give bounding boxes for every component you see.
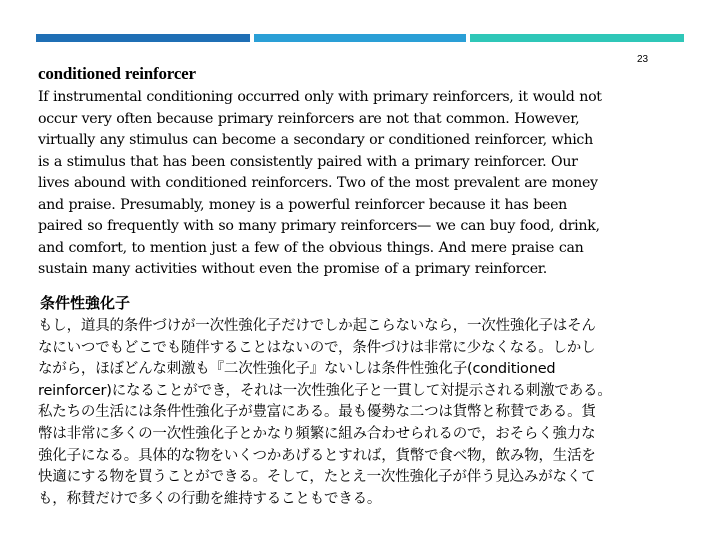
header-accent-bars — [36, 34, 684, 42]
japanese-paragraph — [38, 316, 683, 510]
japanese-line: もし，道具的条件づけが一次性強化子だけでしか起こらないなら，一次性強化子はそん — [38, 318, 596, 334]
english-line: lives abound with conditioned reinforcers. Two of the most prevalent are money — [38, 175, 598, 191]
english-line: If instrumental conditioning occurred only with primary reinforcers, it would not — [38, 89, 602, 105]
japanese-line: reinforcer)になることができ，それは一次性強化子と一貫して対提示される刺激である。 — [38, 382, 612, 399]
accent-bar-teal — [470, 34, 684, 42]
accent-bar-light-blue — [254, 34, 466, 42]
japanese-line: ながら，ほぼどんな刺激も『二次性強化子』ないしは条件性強化子(conditioned — [38, 361, 556, 378]
japanese-line: 快適にする物を買うことができる。そして，たとえ一次性強化子が伴う見込みがなくて — [38, 469, 596, 486]
english-line: sustain many activities without even the promise of a primary reinforcer. — [38, 261, 547, 277]
english-line: is a stimulus that has been consistently paired with a primary reinforcer. Our — [38, 153, 578, 170]
english-line: virtually any stimulus can become a secondary or conditioned reinforcer, which — [38, 132, 593, 148]
english-line: and praise. Presumably, money is a powerful reinforcer because it has been — [38, 196, 568, 213]
japanese-line: も，称賛だけで多くの行動を維持することもできる。 — [38, 490, 382, 507]
japanese-line: 私たちの生活には条件性強化子が豊富にある。最も優勢な二つは貨幣と称賛である。貨 — [38, 404, 596, 421]
page-number: 23 — [637, 54, 649, 65]
english-heading: conditioned reinforcer — [38, 64, 196, 83]
english-paragraph — [38, 87, 688, 281]
japanese-heading: 条件性強化子 — [40, 294, 131, 312]
japanese-line: 強化子になる。具体的な物をいくつかあげるとすれば，貨幣で食べ物，飲み物，生活を — [38, 447, 596, 464]
accent-bar-dark-blue — [36, 34, 250, 42]
english-line: paired so frequently with so many primary reinforcers— we can buy food, drink, — [38, 218, 600, 234]
english-line: and comfort, to mention just a few of the obvious things. And mere praise can — [38, 239, 584, 256]
japanese-line: なにいつでもどこでも随伴することはないので，条件づけは非常に少なくなる。しかし — [38, 339, 596, 356]
japanese-line: 幣は非常に多くの一次性強化子とかなり頻繁に組み合わせられるので，おそらく強力な — [38, 425, 596, 442]
english-line: occur very often because primary reinforcers are not that common. However, — [38, 110, 580, 127]
